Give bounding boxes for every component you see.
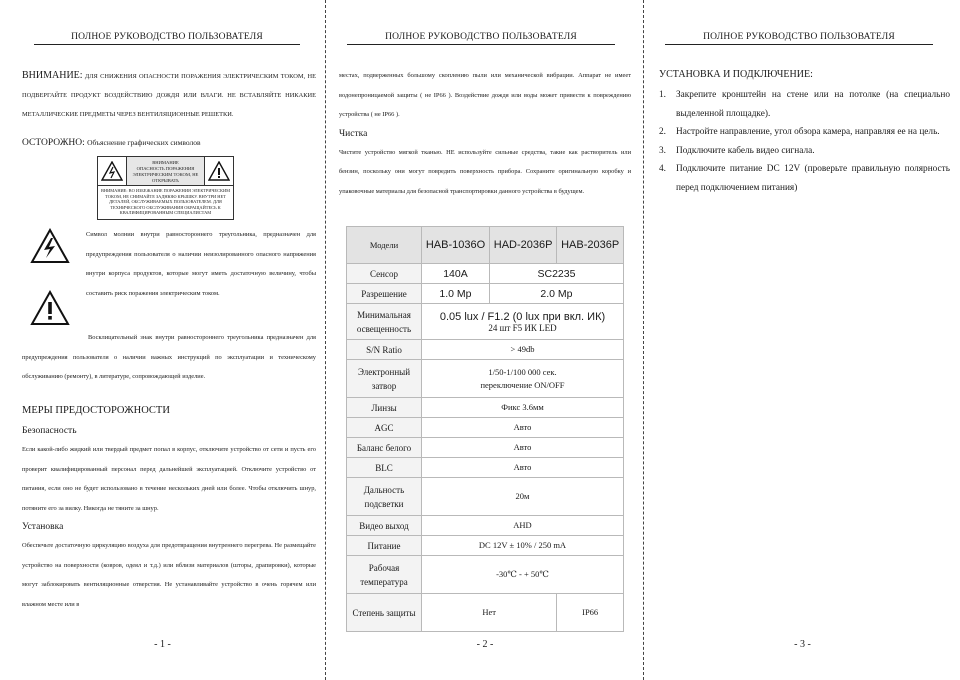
lightning-small-icon <box>98 157 126 185</box>
table-row <box>347 398 624 418</box>
cleaning-text: Чистите устройство мягкой тканью. НЕ используйте сильные средства, такие как растворитель или бензин, поскольку они могут повредить поверхность прибора. Сохраните оригинальную коробку и упаковочные материалы для безопасной транспортировки данного устройства в будущем. <box>339 148 631 195</box>
protection-b: IP66 <box>557 594 624 632</box>
warning-lead: ВНИМАНИЕ: <box>22 70 83 81</box>
page-divider-1 <box>325 0 326 680</box>
sn-ratio-value: > 49db <box>422 340 624 360</box>
installation-text: Обеспечьте достаточную циркуляцию воздуха для предотвращения внутреннего перегрева. Не размещайте устройство на поверхности (ковров, одеял и т.д.) или вблизи материалов (шторы, драпировки), которые могут заблокировать вентиляционные отверстия. Не устанавливайте устройство в очень горячем или влажном месте или в <box>22 542 316 608</box>
sensor-label: Сенсор <box>347 264 422 284</box>
table-row <box>347 478 624 516</box>
spec-table <box>346 226 624 632</box>
installation-steps <box>659 86 950 198</box>
warning-text: ДЛЯ СНИЖЕНИЯ ОПАСНОСТИ ПОРАЖЕНИЯ ЭЛЕКТРИЧЕСКИМ ТОКОМ, НЕ ПОДВЕРГАЙТЕ ПРОДУКТ ВОЗДЕЙСТВИЮ ДОЖДЯ ИЛИ ВЛАГИ. НЕ ВСТАВЛЯЙТЕ НИКАКИЕ МЕТАЛЛИЧЕСКИЕ ПРЕДМЕТЫ ЧЕРЕЗ ВЕНТИЛЯЦИОННЫЕ РЕШЕТКИ. <box>22 73 316 118</box>
table-row <box>347 536 624 556</box>
step-text: Подключите питание DC 12V (проверьте правильную полярность перед подключением питания) <box>676 164 950 193</box>
step-text: Подключите кабель видео сигнала. <box>676 145 815 156</box>
page-number: - 2 - <box>476 639 494 650</box>
step-text: Закрепите кронштейн на стене или на потолке (на специально выделенной площадке). <box>676 90 950 119</box>
protection-label: Степень защиты <box>347 594 422 632</box>
page-header: ПОЛНОЕ РУКОВОДСТВО ПОЛЬЗОВАТЕЛЯ <box>34 32 300 45</box>
table-row <box>347 340 624 360</box>
step-number: 1. <box>659 90 666 100</box>
page-divider-2 <box>643 0 644 680</box>
video-output-label: Видео выход <box>347 516 422 536</box>
step-text: Настройте направление, угол обзора камера, направляя ее на цель. <box>676 127 940 138</box>
warning-block <box>22 66 316 124</box>
table-row <box>347 304 624 340</box>
blc-label: BLC <box>347 458 422 478</box>
table-row <box>347 360 624 398</box>
shutter-switch: переключение ON/OFF <box>480 379 565 390</box>
sensor-a: 140A <box>422 264 490 284</box>
exclamation-description-text: Восклицательный знак внутри равностороннего треугольника предназначен для предупреждения пользователя о наличии важных инструкций по эксплуатации и техническому обслуживанию (ремонту), в литературе, сопровождающей изделие. <box>22 334 316 380</box>
white-balance-label: Баланс белого <box>347 438 422 458</box>
list-item <box>659 86 950 123</box>
installation-title: Установка <box>22 522 64 532</box>
shutter-value: 1/50-1/100 000 сек. <box>488 366 557 377</box>
agc-label: AGC <box>347 418 422 438</box>
min-illumination-label: Минимальная освещенность <box>347 304 422 340</box>
power-label: Питание <box>347 536 422 556</box>
label-top-1: ВНИМАНИЕ <box>152 160 179 165</box>
precautions-section <box>22 402 316 614</box>
label-top-2: ОПАСНОСТЬ ПОРАЖЕНИЯ ЭЛЕКТРИЧЕСКИМ ТОКОМ, НЕ ОТКРЫВАТЬ <box>132 166 199 183</box>
installation-section <box>659 66 950 198</box>
label-bottom: ВНИМАНИЕ: ВО ИЗБЕЖАНИЕ ПОРАЖЕНИЯ ЭЛЕКТРИЧЕСКИМ ТОКОМ, НЕ СНИМАЙТЕ ЗАДНЮЮ КРЫШКУ. ВНУТРИ НЕТ ДЕТАЛЕЙ, ОБСЛУЖИВАЕМЫХ ПОЛЬЗОВАТЕЛЕМ. ДЛЯ ТЕХНИЧЕСКОГО ОБСЛУЖИВАНИЯ ОБРАЩАЙТЕСЬ К КВАЛИФИЦИРОВАННЫМ СПЕЦИАЛИСТАМ <box>100 188 231 216</box>
power-value: DC 12V ± 10% / 250 mA <box>422 536 624 556</box>
step-number: 3. <box>659 145 666 156</box>
sn-ratio-label: S/N Ratio <box>347 340 422 360</box>
blc-value: Авто <box>422 458 624 478</box>
safety-title: Безопасность <box>22 426 77 436</box>
exclamation-description <box>22 328 316 387</box>
page-header: ПОЛНОЕ РУКОВОДСТВО ПОЛЬЗОВАТЕЛЯ <box>665 32 933 45</box>
table-row <box>347 556 624 594</box>
cleaning-title: Чистка <box>339 128 368 139</box>
warning-label <box>97 156 234 220</box>
model-2: HAD-2036P <box>489 227 556 264</box>
exclamation-warning-icon <box>30 290 70 331</box>
safety-text: Если какой-либо жидкий или твердый предмет попал в корпус, отключите устройство от сети и пусть его проверит квалифицированный персонал перед дальнейшей эксплуатацией. Отключите устройство от питания, если оно не будет использовано в течение нескольких дней или более. Чтобы отключить шнур, потяните его за вилку. Никогда не тяните за шнур. <box>22 446 316 512</box>
table-row <box>347 227 624 264</box>
table-row <box>347 284 624 304</box>
page-2 <box>327 0 643 680</box>
table-row <box>347 594 624 632</box>
lens-value: Фикс 3.6мм <box>422 398 624 418</box>
caution-line <box>22 138 316 148</box>
page2-text <box>339 66 631 201</box>
table-row <box>347 458 624 478</box>
lens-label: Линзы <box>347 398 422 418</box>
temperature-label: Рабочая температура <box>347 556 422 594</box>
resolution-b: 2.0 Mp <box>489 284 623 304</box>
sensor-b: SC2235 <box>489 264 623 284</box>
shutter-label: Электронный затвор <box>347 360 422 398</box>
ir-range-label: Дальность подсветки <box>347 478 422 516</box>
page-number: - 1 - <box>154 639 171 650</box>
white-balance-value: Авто <box>422 438 624 458</box>
ir-led-value: 24 шт F5 ИК LED <box>488 322 557 333</box>
table-row <box>347 264 624 284</box>
agc-value: Авто <box>422 418 624 438</box>
page-number: - 3 - <box>794 639 811 650</box>
list-item <box>659 142 950 161</box>
caution-lead: ОСТОРОЖНО: <box>22 138 85 148</box>
precautions-title: МЕРЫ ПРЕДОСТОРОЖНОСТИ <box>22 405 170 416</box>
page-1 <box>0 0 325 680</box>
table-row <box>347 516 624 536</box>
min-illumination-value: 0.05 lux / F1.2 (0 lux при вкл. ИК) <box>439 310 606 323</box>
table-row <box>347 438 624 458</box>
resolution-label: Разрешение <box>347 284 422 304</box>
resolution-a: 1.0 Mp <box>422 284 490 304</box>
temperature-value: -30℃ - + 50℃ <box>422 556 624 594</box>
lightning-warning-icon <box>30 228 70 269</box>
step-number: 4. <box>659 164 666 175</box>
installation-connection-title: УСТАНОВКА И ПОДКЛЮЧЕНИЕ: <box>659 69 813 80</box>
step-number: 2. <box>659 127 666 138</box>
page-header: ПОЛНОЕ РУКОВОДСТВО ПОЛЬЗОВАТЕЛЯ <box>347 32 615 45</box>
model-3: HAB-2036P <box>557 227 624 264</box>
model-label: Модели <box>347 227 422 264</box>
installation-continued: местах, подверженных большому скоплению пыли или механической вибрации. Аппарат не имеет водонепроницаемой защиты ( не IP66 ). Воздействие дождя или воды может привести к повреждению устройства ( не IP66 ). <box>339 72 631 118</box>
caution-text: Объяснение графических символов <box>87 138 201 147</box>
list-item <box>659 160 950 197</box>
ir-range-value: 20м <box>422 478 624 516</box>
exclamation-small-icon <box>205 157 233 185</box>
model-1: HAB-1036O <box>422 227 490 264</box>
table-row <box>347 418 624 438</box>
list-item <box>659 123 950 142</box>
page-3 <box>645 0 960 680</box>
protection-a: Нет <box>422 594 557 632</box>
lightning-description: Символ молнии внутри равностороннего треугольника, предназначен для предупреждения пользователя о наличии неизолированного опасного напряжения внутри корпуса продуктов, которые могут иметь достаточную величину, чтобы составить риск поражения электрическим током. <box>86 231 316 297</box>
video-output-value: AHD <box>422 516 624 536</box>
